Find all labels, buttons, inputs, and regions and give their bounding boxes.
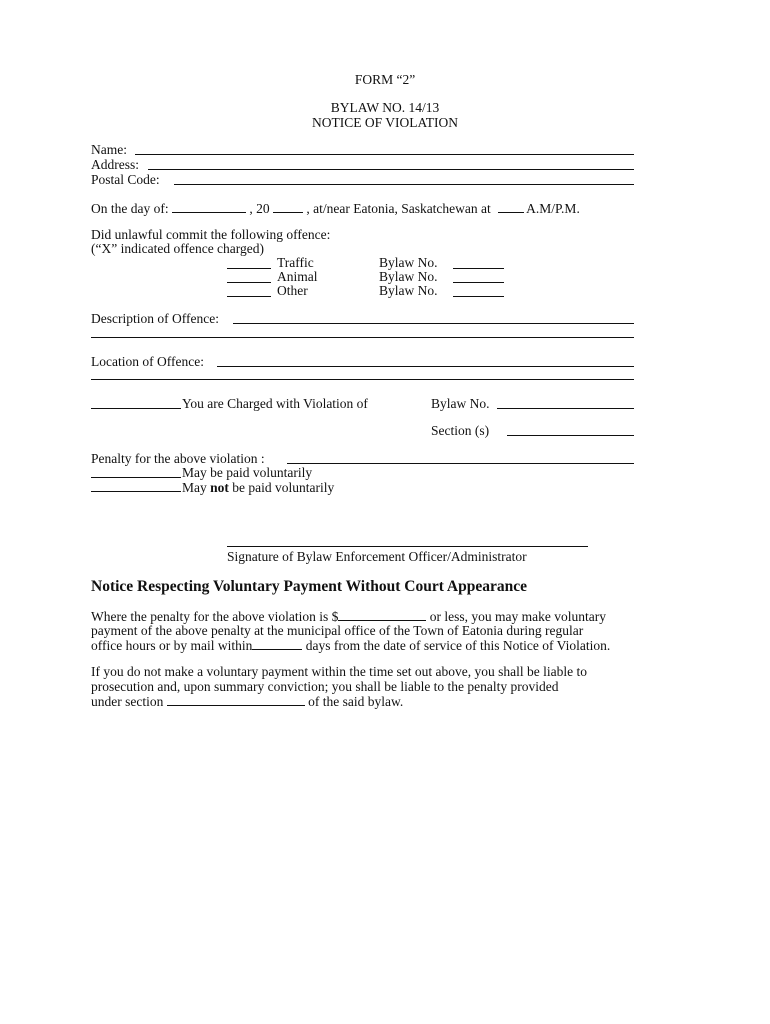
description-field[interactable] (233, 323, 634, 324)
day-field[interactable] (172, 200, 246, 213)
animal-check[interactable] (227, 282, 271, 283)
year-field[interactable] (273, 200, 303, 213)
notice-p1-line2: payment of the above penalty at the municipal office of the Town of Eatonia during regular (91, 623, 584, 638)
postal-code-field[interactable] (174, 184, 634, 185)
bylaw-number: BYLAW NO. 14/13 (330, 100, 440, 115)
location-text: , at/near Eatonia, Saskatchewan at (306, 201, 491, 216)
offence-traffic-label: Traffic (277, 255, 314, 270)
traffic-check[interactable] (227, 268, 271, 269)
notice-p1-line3 (91, 637, 610, 653)
page-title: NOTICE OF VIOLATION (312, 115, 458, 130)
traffic-bylaw-field[interactable] (453, 268, 504, 269)
notice-heading: Notice Respecting Voluntary Payment Without Court Appearance (91, 578, 527, 595)
description-label: Description of Offence: (91, 311, 219, 326)
not-voluntary-check[interactable] (91, 491, 181, 492)
charged-bylaw-field[interactable] (497, 408, 634, 409)
charged-bylaw-label: Bylaw No. (431, 396, 490, 411)
not-voluntary-prefix: May (182, 480, 207, 495)
offence-line1: Did unlawful commit the following offence: (91, 227, 331, 242)
location-field-line2[interactable] (91, 379, 634, 380)
animal-bylaw-label: Bylaw No. (379, 269, 438, 284)
other-bylaw-label: Bylaw No. (379, 283, 438, 298)
description-field-line2[interactable] (91, 337, 634, 338)
postal-code-label: Postal Code: (91, 172, 160, 187)
penalty-label: Penalty for the above violation : (91, 451, 265, 466)
notice-p2-line2: prosecution and, upon summary conviction; you shall be liable to the penalty provided (91, 679, 559, 694)
not-voluntary-bold: not (210, 480, 229, 495)
form-number: FORM “2” (354, 72, 416, 87)
charged-text: You are Charged with Violation of (182, 396, 368, 411)
charged-field[interactable] (91, 408, 181, 409)
section-label: Section (s) (431, 423, 490, 438)
address-field[interactable] (148, 169, 634, 170)
time-field[interactable] (498, 200, 524, 213)
notice-p1-l3b: days from the date of service of this Notice of Violation. (305, 638, 611, 653)
notice-p1-l1b: or less, you may make voluntary (429, 609, 607, 624)
name-field[interactable] (135, 154, 634, 155)
notice-p1-line1 (91, 608, 606, 624)
notice-p2-l3a: under section (91, 694, 164, 709)
not-voluntary-label (182, 480, 334, 495)
offence-line2: (“X” indicated offence charged) (91, 241, 265, 256)
signature-label: Signature of Bylaw Enforcement Officer/Administrator (227, 549, 527, 564)
notice-p1-l3a: office hours or by mail within (91, 638, 253, 653)
section-field[interactable] (507, 435, 634, 436)
animal-bylaw-field[interactable] (453, 282, 504, 283)
location-label: Location of Offence: (91, 354, 204, 369)
notice-p2-l3b: of the said bylaw. (308, 694, 404, 709)
days-field[interactable] (252, 637, 302, 650)
notice-p2-line1: If you do not make a voluntary payment within the time set out above, you shall be liable to (91, 664, 588, 679)
voluntary-label: May be paid voluntarily (182, 465, 313, 480)
voluntary-check[interactable] (91, 477, 181, 478)
other-bylaw-field[interactable] (453, 296, 504, 297)
penalty-field[interactable] (287, 463, 634, 464)
signature-field[interactable] (227, 546, 588, 547)
date-line (91, 200, 580, 216)
not-voluntary-suffix: be paid voluntarily (232, 480, 335, 495)
ampm-label: A.M/P.M. (526, 201, 580, 216)
address-label: Address: (91, 157, 139, 172)
notice-p2-line3 (91, 693, 403, 709)
name-label: Name: (91, 142, 127, 157)
offence-other-label: Other (277, 283, 308, 298)
traffic-bylaw-label: Bylaw No. (379, 255, 438, 270)
offence-animal-label: Animal (277, 269, 318, 284)
other-check[interactable] (227, 296, 271, 297)
penalty-amount-field[interactable] (338, 608, 426, 621)
notice-p1-l1a: Where the penalty for the above violation is $ (91, 609, 339, 624)
location-field[interactable] (217, 366, 634, 367)
year-prefix: , 20 (249, 201, 270, 216)
section-number-field[interactable] (167, 693, 305, 706)
day-label: On the day of: (91, 201, 169, 216)
